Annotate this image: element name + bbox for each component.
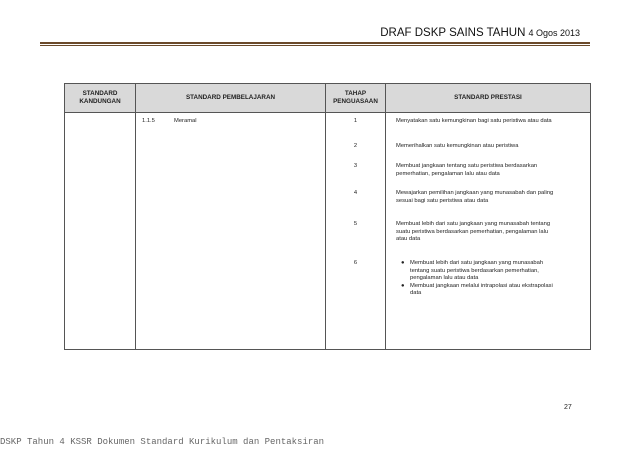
level-1: 1	[353, 118, 358, 124]
desc-line: pemerhatian, pengalaman lalu atau data	[396, 170, 500, 177]
desc-line: Menyatakan satu kemungkinan bagi satu peristiwa atau data	[396, 118, 552, 124]
desc-line: Membuat lebih dari satu jangkaan yang munasabah	[410, 260, 544, 266]
header-rule	[40, 42, 590, 44]
document-title	[380, 27, 580, 39]
desc-line: Membuat jangkaan melalui intrapolasi atau ekstrapolasi	[410, 282, 553, 289]
desc-line: Memerihalkan satu kemungkinan atau peristiwa	[396, 143, 519, 149]
tahap-wrap	[326, 113, 385, 349]
sp-code: 1.1.5	[142, 118, 155, 124]
cell-standard-prestasi	[386, 113, 591, 350]
bullet-icon: ●	[401, 260, 405, 266]
desc-line: Membuat lebih dari satu jangkaan yang munasabah tentang	[396, 221, 551, 227]
level-4: 4	[353, 190, 358, 196]
desc-level-5	[396, 221, 586, 244]
level-6: 6	[353, 260, 358, 266]
sp-wrap	[136, 113, 325, 349]
header-tahap-penguasaan	[326, 84, 386, 113]
header-tp-line2: PENGUASAAN	[333, 98, 378, 105]
desc-line: Membuat jangkaan tentang satu peristiwa berdasarkan	[396, 163, 538, 169]
sp-text: Meramal	[174, 118, 197, 124]
desc-line: tentang suatu peristiwa berdasarkan pemerhatian,	[410, 267, 539, 274]
title-rest: SAINS TAHUN	[449, 27, 526, 39]
header-standard-pembelajaran: STANDARD PEMBELAJARAN	[136, 84, 326, 113]
level-3: 3	[353, 163, 358, 169]
title-main: DRAF DSKP	[380, 27, 447, 39]
desc-level-3	[396, 163, 586, 178]
header-tp-line1: TAHAP	[344, 90, 367, 97]
table-row	[65, 113, 591, 350]
desc-line: sesuai bagi satu peristiwa atau data	[396, 197, 489, 204]
cell-standard-pembelajaran	[136, 113, 326, 350]
title-date: 4 Ogos 2013	[528, 28, 580, 38]
desc-level-1	[396, 118, 586, 126]
standard-table	[64, 83, 591, 350]
prestasi-wrap	[386, 113, 590, 349]
desc-line: data	[410, 290, 422, 296]
desc-line: suatu peristiwa berdasarkan pemerhatian, pengalaman lalu	[396, 228, 549, 235]
level-6-list	[396, 260, 586, 298]
header-sk-line2: KANDUNGAN	[79, 98, 121, 105]
footer-text: DSKP Tahun 4 KSSR Dokumen Standard Kurikulum dan Pentaksiran	[0, 437, 325, 447]
level-2: 2	[353, 143, 358, 149]
desc-level-2	[396, 143, 586, 151]
header-standard-prestasi: STANDARD PRESTASI	[386, 84, 591, 113]
desc-line: atau data	[396, 236, 421, 242]
header-rule-thin	[40, 45, 590, 46]
header-standard-kandungan	[65, 84, 136, 113]
cell-tahap	[326, 113, 386, 350]
desc-line: pengalaman lalu atau data	[410, 275, 479, 281]
header-sk-line1: STANDARD	[82, 90, 118, 97]
list-item	[401, 260, 586, 283]
page-number: 27	[564, 404, 572, 411]
list-item	[401, 282, 586, 298]
cell-standard-kandungan	[65, 113, 136, 350]
desc-level-4	[396, 190, 586, 205]
desc-line: Mewajarkan pemilihan jangkaan yang munasabah dan paling	[396, 190, 554, 196]
table-header-row	[65, 84, 591, 113]
bullet-icon: ●	[401, 282, 405, 289]
level-5: 5	[353, 221, 358, 227]
desc-level-6	[396, 260, 586, 298]
